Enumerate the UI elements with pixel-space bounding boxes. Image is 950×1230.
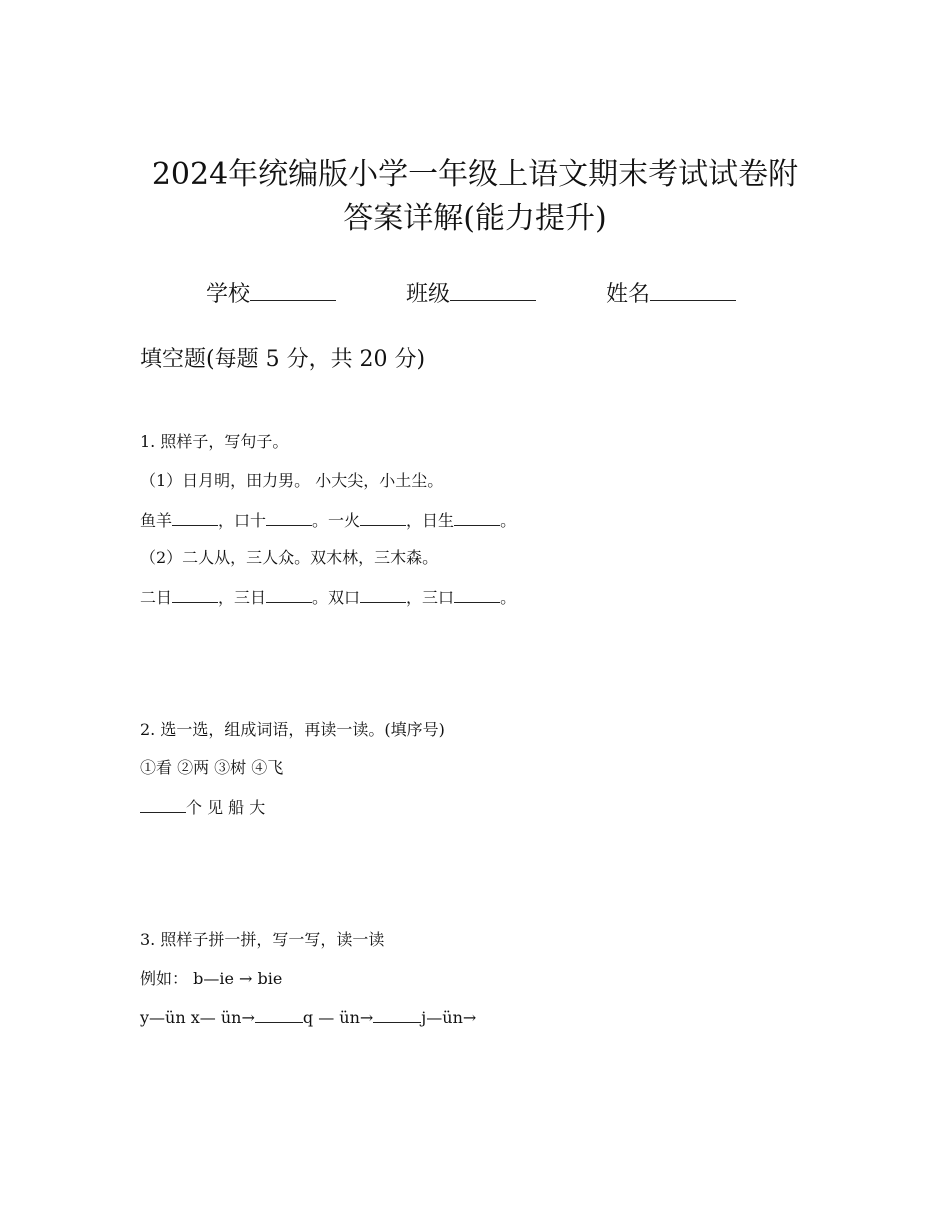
answer-blank[interactable] [172,508,218,526]
page-title-line-2: 答案详解(能力提升) [343,201,607,236]
school-field [206,276,336,311]
answer-blank[interactable] [140,795,186,813]
name-label: 姓名 [606,282,651,307]
q1-part2-text-a: 二日 [140,588,173,607]
q1-part2-text-c: 。双口 [312,588,361,607]
q1-part1-answer-line [140,508,516,533]
section-title: 填空题(每题 5 分，共 20 分) [140,347,426,372]
page-title-line-1: 2024年统编版小学一年级上语文期末考试试卷附 [151,157,799,192]
q3-text-b: q — ün→ [302,1008,374,1027]
class-label: 班级 [406,282,451,307]
q3-title: 3. 照样子拼一拼，写一写，读一读 [140,930,385,949]
q1-part1-text-c: 。一火 [312,511,361,530]
q2-options: ①看 ②两 ③树 ④飞 [140,758,284,777]
school-blank[interactable] [250,276,336,301]
q3-text-a: y—ün x— ün→ [140,1008,255,1027]
q1-part1-text-b: ，口十 [218,511,267,530]
answer-blank[interactable] [373,1005,421,1023]
q1-part2-answer-line [140,585,516,610]
q3-answer-line [140,1005,476,1030]
q1-part2-text-d: ，三口 [406,588,455,607]
school-label: 学校 [206,282,251,307]
q1-part1-text-end: 。 [500,511,517,530]
q1-title: 1. 照样子，写句子。 [140,432,289,451]
q1-part2-text-b: ，三日 [218,588,267,607]
answer-blank[interactable] [266,508,312,526]
name-field [606,276,736,311]
q1-part1-text-a: 鱼羊 [140,511,173,530]
q1-part1-text-d: ，日生 [406,511,455,530]
answer-blank[interactable] [255,1005,303,1023]
answer-blank[interactable] [266,585,312,603]
answer-blank[interactable] [454,508,500,526]
class-blank[interactable] [450,276,536,301]
q3-example: 例如： b—ie → bie [140,969,283,988]
q3-text-c: j—ün→ [421,1008,477,1027]
answer-blank[interactable] [172,585,218,603]
answer-blank[interactable] [360,508,406,526]
q2-title: 2. 选一选，组成词语，再读一读。(填序号) [140,720,445,739]
q2-words: 个 见 船 大 [186,798,266,817]
answer-blank[interactable] [454,585,500,603]
q1-part1-example: （1）日月明，田力男。 小大尖，小土尘。 [140,471,444,490]
q1-part2-example: （2）二人从，三人众。双木林，三木森。 [140,548,439,567]
name-blank[interactable] [650,276,736,301]
q2-answer-line [140,795,265,820]
q1-part2-text-end: 。 [500,588,517,607]
answer-blank[interactable] [360,585,406,603]
class-field [406,276,536,311]
